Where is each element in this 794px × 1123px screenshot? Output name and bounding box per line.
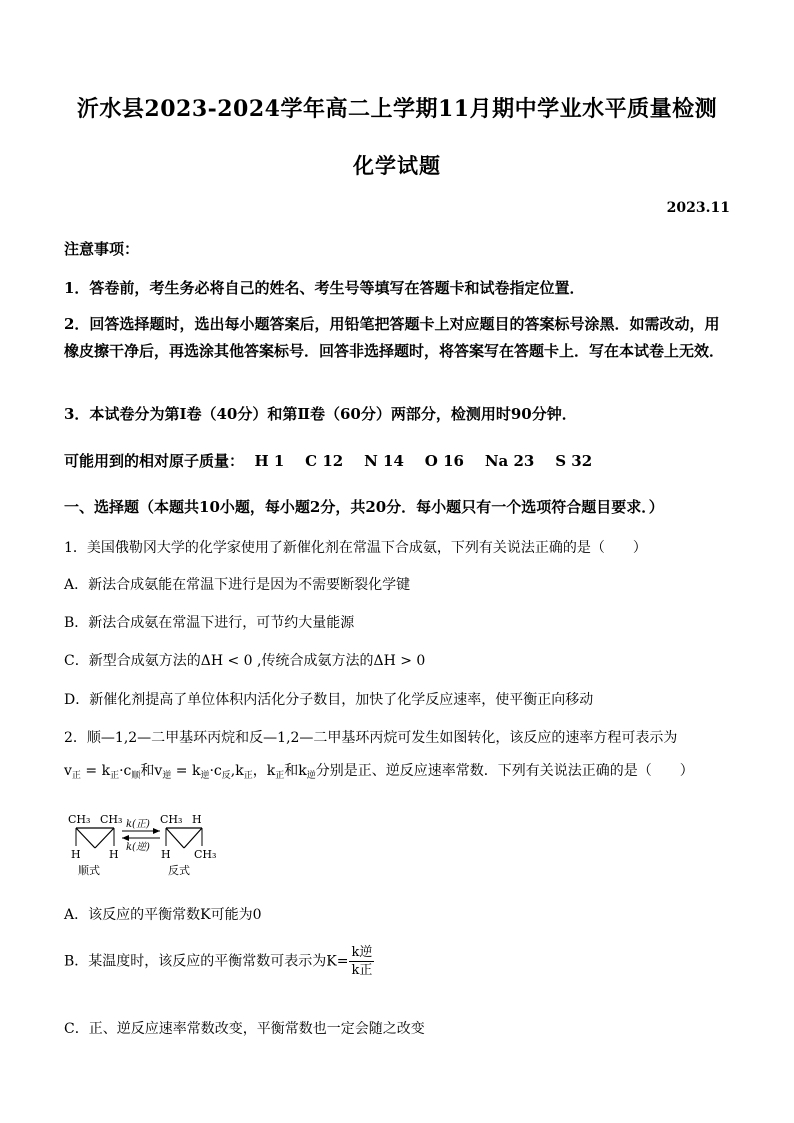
section-1-heading: 一、选择题（本题共10小题，每小题2分，共20分．每小题只有一个选项符合题目要求．） xyxy=(64,498,664,516)
atomic-masses: 可能用到的相对原子质量： H 1 C 12 N 14 O 16 Na 23 S 32 xyxy=(64,452,593,470)
trans-h-bottom: H xyxy=(161,848,171,861)
q2-option-b: B．某温度时，该反应的平衡常数可表示为K= $\frac{\text{k逆}}{\text{k正}}$ xyxy=(64,945,373,978)
k-ratio-fraction: $\frac{\text{k逆}}{\text{k正}}$ xyxy=(351,945,373,978)
trans-ch3-top: CH₃ xyxy=(160,813,183,826)
q1-option-c: C．新型合成氨方法的ΔH < 0 ,传统合成氨方法的ΔH > 0 xyxy=(64,653,426,669)
q2-stem: 2．顺—1,2—二甲基环丙烷和反—1,2—二甲基环丙烷可发生如图转化，该反应的速率方程可表示为 xyxy=(64,730,678,746)
q1-option-a: A．新法合成氨能在常温下进行是因为不需要断裂化学键 xyxy=(64,577,411,593)
notice-item-3: 3．本试卷分为第Ⅰ卷（40分）和第Ⅱ卷（60分）两部分，检测用时90分钟． xyxy=(64,405,577,423)
exam-date: 2023.11 xyxy=(666,200,730,216)
q2-option-a: A．该反应的平衡常数K可能为0 xyxy=(64,907,262,923)
trans-label: 反式 xyxy=(168,864,190,877)
cis-ch3-right: CH₃ xyxy=(100,813,123,826)
q1-stem: 1．美国俄勒冈大学的化学家使用了新催化剂在常温下合成氨，下列有关说法正确的是（ ） xyxy=(64,540,647,556)
exam-title: 沂水县2023-2024学年高二上学期11月期中学业水平质量检测 xyxy=(76,96,718,122)
exam-subtitle: 化学试题 xyxy=(353,153,441,178)
notice-item-1: 1．答卷前，考生务必将自己的姓名、考生号等填写在答题卡和试卷指定位置． xyxy=(64,279,585,297)
trans-h-top: H xyxy=(192,813,202,826)
cis-label: 顺式 xyxy=(78,864,100,877)
isomerization-diagram xyxy=(64,808,234,880)
notice-heading: 注意事项： xyxy=(64,240,140,258)
notice-item-2: 2．回答选择题时，选出每小题答案后，用铅笔把答题卡上对应题目的答案标号涂黑．如需改动，用橡皮擦干净后，再选涂其他答案标号．回答非选择题时，将答案写在答题卡上．写在本试卷上无效． xyxy=(64,315,725,360)
q1-option-d: D．新催化剂提高了单位体积内活化分子数目，加快了化学反应速率，使平衡正向移动 xyxy=(64,692,594,708)
trans-ch3-bottom: CH₃ xyxy=(194,848,217,861)
q2-option-c: C．正、逆反应速率常数改变，平衡常数也一定会随之改变 xyxy=(64,1021,425,1037)
q2-rate-equation: $v_正 = k_正\cdot c_顺$和$v_逆 = k_逆\cdot c_反,k_正$，$k_正$和$k_逆$分别是正、逆反应速率常数．下列有关说法正确的是（ ） xyxy=(64,763,694,781)
cis-ch3-left: CH₃ xyxy=(68,813,91,826)
k-forward-label: k(正) xyxy=(126,819,150,830)
cis-h-right: H xyxy=(109,848,119,861)
q1-option-b: B．新法合成氨在常温下进行，可节约大量能源 xyxy=(64,615,355,631)
k-reverse-label: k(逆) xyxy=(126,842,150,853)
cis-h-left: H xyxy=(71,848,81,861)
